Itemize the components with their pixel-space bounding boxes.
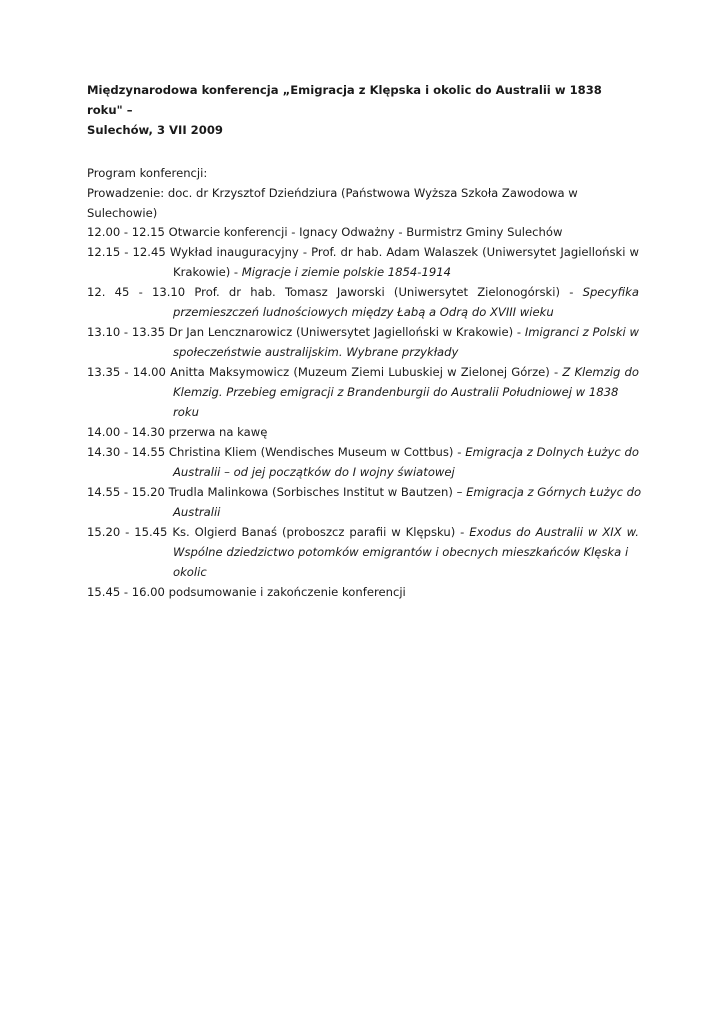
- program-item-topic: Specyfika: [582, 285, 639, 299]
- program-item-text: 12. 45 - 13.10 Prof. dr hab. Tomasz Jaworski (Uniwersytet Zielonogórski) -: [87, 285, 583, 299]
- program-item-line-1: [87, 322, 639, 342]
- program-item-topic: Australii: [173, 505, 221, 519]
- program-item-line-1: [87, 282, 639, 302]
- program-item-topic: Klemzig. Przebieg emigracji z Brandenburgii do Australii Południowej w 1838 roku: [173, 385, 619, 419]
- program-item-line-1: [87, 582, 639, 602]
- program-item-line-2: [87, 262, 639, 282]
- program-label: Program konferencji:: [87, 166, 208, 180]
- program-item-line-2: [87, 462, 639, 482]
- program-item-text: 13.10 - 13.35 Dr Jan Lencznarowicz (Uniwersytet Jagielloński w Krakowie) -: [87, 325, 525, 339]
- document-title: [87, 80, 640, 140]
- program-item-text: 14.55 - 15.20 Trudla Malinkowa (Sorbisches Institut w Bautzen) –: [87, 485, 467, 499]
- program-item-topic: społeczeństwie australijskim. Wybrane przykłady: [173, 345, 459, 359]
- program-item-line-1: [87, 442, 639, 462]
- program-item-line-1: [87, 242, 639, 262]
- program-item: [87, 482, 642, 522]
- program-list: [87, 222, 642, 602]
- program-item-topic: Wspólne dziedzictwo potomków emigrantów i obecnych mieszkańców Klęska i okolic: [173, 545, 629, 579]
- title-line-2: Sulechów, 3 VII 2009: [87, 123, 223, 137]
- program-item: [87, 322, 639, 362]
- program-item-text: 13.35 - 14.00 Anitta Maksymowicz (Muzeum Ziemi Lubuskiej w Zielonej Górze) -: [87, 365, 563, 379]
- program-item: [87, 362, 639, 422]
- program-item-line-2: [87, 382, 639, 422]
- program-item: [87, 222, 639, 242]
- program-item-line-2: [87, 502, 639, 522]
- program-item-text: 15.45 - 16.00 podsumowanie i zakończenie konferencji: [87, 585, 406, 599]
- program-item-topic: Exodus do Australii w XIX w.: [469, 525, 639, 539]
- program-item-text: 15.20 - 15.45 Ks. Olgierd Banaś (proboszcz parafii w Klępsku) -: [87, 525, 470, 539]
- program-item-topic: Migracje i ziemie polskie 1854-1914: [241, 265, 451, 279]
- program-item-text: Krakowie) -: [173, 265, 242, 279]
- program-item: [87, 242, 639, 282]
- program-item-line-1: [87, 522, 639, 542]
- program-item-text: 12.00 - 12.15 Otwarcie konferencji - Ignacy Odważny - Burmistrz Gminy Sulechów: [87, 225, 563, 239]
- program-item-line-2: [87, 302, 639, 322]
- program-item-topic: Imigranci z Polski w: [524, 325, 639, 339]
- program-item-topic: Australii – od jej początków do I wojny światowej: [173, 465, 455, 479]
- program-item: [87, 422, 639, 442]
- program-item: [87, 582, 639, 602]
- program-item: [87, 442, 639, 482]
- program-item-topic: Emigracja z Górnych Łużyc do: [466, 485, 642, 499]
- program-item-line-2: [87, 342, 639, 362]
- program-item-line-1: [87, 362, 639, 382]
- program-item-line-1: [87, 422, 639, 442]
- program-item-line-1: [87, 222, 639, 242]
- title-line-1: Międzynarodowa konferencja „Emigracja z Klępska i okolic do Australii w 1838 roku" –: [87, 83, 602, 117]
- program-intro: [87, 163, 647, 223]
- program-item-topic: Emigracja z Dolnych Łużyc do: [465, 445, 639, 459]
- program-item: [87, 522, 639, 582]
- program-item-topic: Z Klemzig do: [562, 365, 639, 379]
- program-item-text: 12.15 - 12.45 Wykład inauguracyjny - Prof. dr hab. Adam Walaszek (Uniwersytet Jagielloński w: [87, 245, 639, 259]
- program-item-text: 14.00 - 14.30 przerwa na kawę: [87, 425, 268, 439]
- program-item-text: 14.30 - 14.55 Christina Kliem (Wendisches Museum w Cottbus) -: [87, 445, 466, 459]
- program-item-line-2: [87, 542, 639, 582]
- program-item: [87, 282, 639, 322]
- program-item-line-1: [87, 482, 642, 502]
- moderator-line: Prowadzenie: doc. dr Krzysztof Dzieńdziura (Państwowa Wyższa Szkoła Zawodowa w Sulechowie): [87, 186, 578, 220]
- program-item-topic: przemieszczeń ludnościowych między Łabą a Odrą do XVIII wieku: [173, 305, 554, 319]
